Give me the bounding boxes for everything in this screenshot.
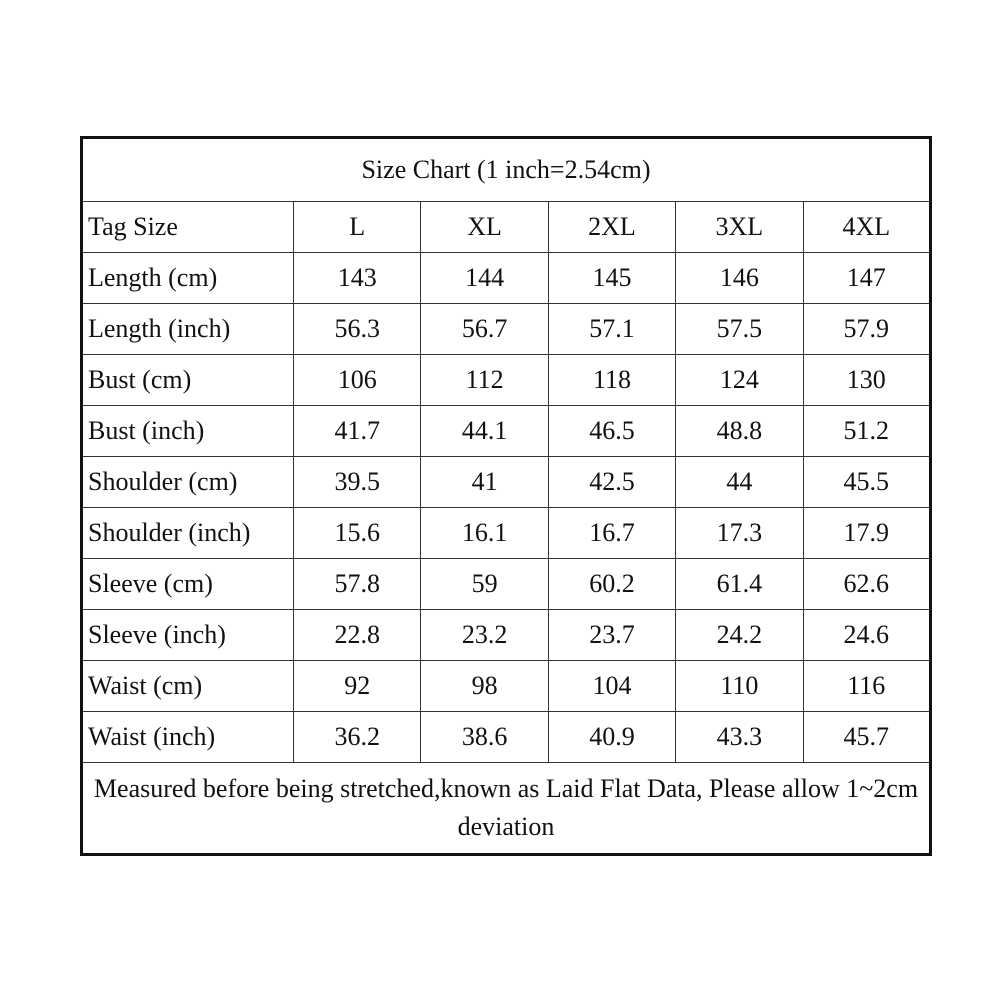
- table-row: [82, 712, 931, 763]
- table-cell: 42.5: [548, 457, 675, 508]
- table-cell: 16.1: [421, 508, 548, 559]
- table-cell: 17.9: [803, 508, 930, 559]
- size-header-4xl: 4XL: [803, 202, 930, 253]
- table-row: [82, 508, 931, 559]
- row-label: Waist (cm): [82, 661, 294, 712]
- table-row: [82, 355, 931, 406]
- chart-title: Size Chart (1 inch=2.54cm): [82, 138, 931, 202]
- size-header-l: L: [294, 202, 421, 253]
- table-cell: 45.7: [803, 712, 930, 763]
- table-cell: 56.3: [294, 304, 421, 355]
- table-cell: 146: [676, 253, 803, 304]
- table-cell: 57.5: [676, 304, 803, 355]
- table-cell: 106: [294, 355, 421, 406]
- table-cell: 57.8: [294, 559, 421, 610]
- row-label: Length (cm): [82, 253, 294, 304]
- table-cell: 46.5: [548, 406, 675, 457]
- table-cell: 145: [548, 253, 675, 304]
- table-cell: 44.1: [421, 406, 548, 457]
- table-cell: 60.2: [548, 559, 675, 610]
- header-label: Tag Size: [82, 202, 294, 253]
- table-cell: 57.1: [548, 304, 675, 355]
- table-cell: 41: [421, 457, 548, 508]
- row-label: Sleeve (inch): [82, 610, 294, 661]
- table-row: [82, 406, 931, 457]
- table-cell: 62.6: [803, 559, 930, 610]
- table-cell: 147: [803, 253, 930, 304]
- table-cell: 17.3: [676, 508, 803, 559]
- table-cell: 130: [803, 355, 930, 406]
- table-cell: 23.7: [548, 610, 675, 661]
- table-cell: 104: [548, 661, 675, 712]
- table-row: [82, 661, 931, 712]
- table-cell: 98: [421, 661, 548, 712]
- table-cell: 16.7: [548, 508, 675, 559]
- row-label: Shoulder (cm): [82, 457, 294, 508]
- table-cell: 24.6: [803, 610, 930, 661]
- table-cell: 51.2: [803, 406, 930, 457]
- footer-row: [82, 763, 931, 855]
- size-header-2xl: 2XL: [548, 202, 675, 253]
- table-cell: 144: [421, 253, 548, 304]
- row-label: Bust (cm): [82, 355, 294, 406]
- size-header-3xl: 3XL: [676, 202, 803, 253]
- row-label: Waist (inch): [82, 712, 294, 763]
- table-cell: 45.5: [803, 457, 930, 508]
- table-cell: 124: [676, 355, 803, 406]
- table-cell: 61.4: [676, 559, 803, 610]
- table-cell: 116: [803, 661, 930, 712]
- row-label: Shoulder (inch): [82, 508, 294, 559]
- table-row: [82, 559, 931, 610]
- size-chart-table: [80, 136, 932, 856]
- table-cell: 38.6: [421, 712, 548, 763]
- row-label: Bust (inch): [82, 406, 294, 457]
- table-cell: 36.2: [294, 712, 421, 763]
- table-cell: 22.8: [294, 610, 421, 661]
- table-cell: 59: [421, 559, 548, 610]
- table-cell: 57.9: [803, 304, 930, 355]
- table-cell: 143: [294, 253, 421, 304]
- title-row: [82, 138, 931, 202]
- table-cell: 15.6: [294, 508, 421, 559]
- table-cell: 110: [676, 661, 803, 712]
- table-cell: 112: [421, 355, 548, 406]
- footer-note: Measured before being stretched,known as Laid Flat Data, Please allow 1~2cm deviation: [82, 763, 931, 855]
- table-cell: 48.8: [676, 406, 803, 457]
- row-label: Sleeve (cm): [82, 559, 294, 610]
- table-row: [82, 610, 931, 661]
- table-row: [82, 304, 931, 355]
- header-row: [82, 202, 931, 253]
- table-cell: 40.9: [548, 712, 675, 763]
- table-cell: 24.2: [676, 610, 803, 661]
- table-cell: 44: [676, 457, 803, 508]
- table-cell: 92: [294, 661, 421, 712]
- table-cell: 43.3: [676, 712, 803, 763]
- table-cell: 39.5: [294, 457, 421, 508]
- table-row: [82, 457, 931, 508]
- table-cell: 23.2: [421, 610, 548, 661]
- table-cell: 56.7: [421, 304, 548, 355]
- row-label: Length (inch): [82, 304, 294, 355]
- table-cell: 118: [548, 355, 675, 406]
- size-header-xl: XL: [421, 202, 548, 253]
- table-row: [82, 253, 931, 304]
- table-cell: 41.7: [294, 406, 421, 457]
